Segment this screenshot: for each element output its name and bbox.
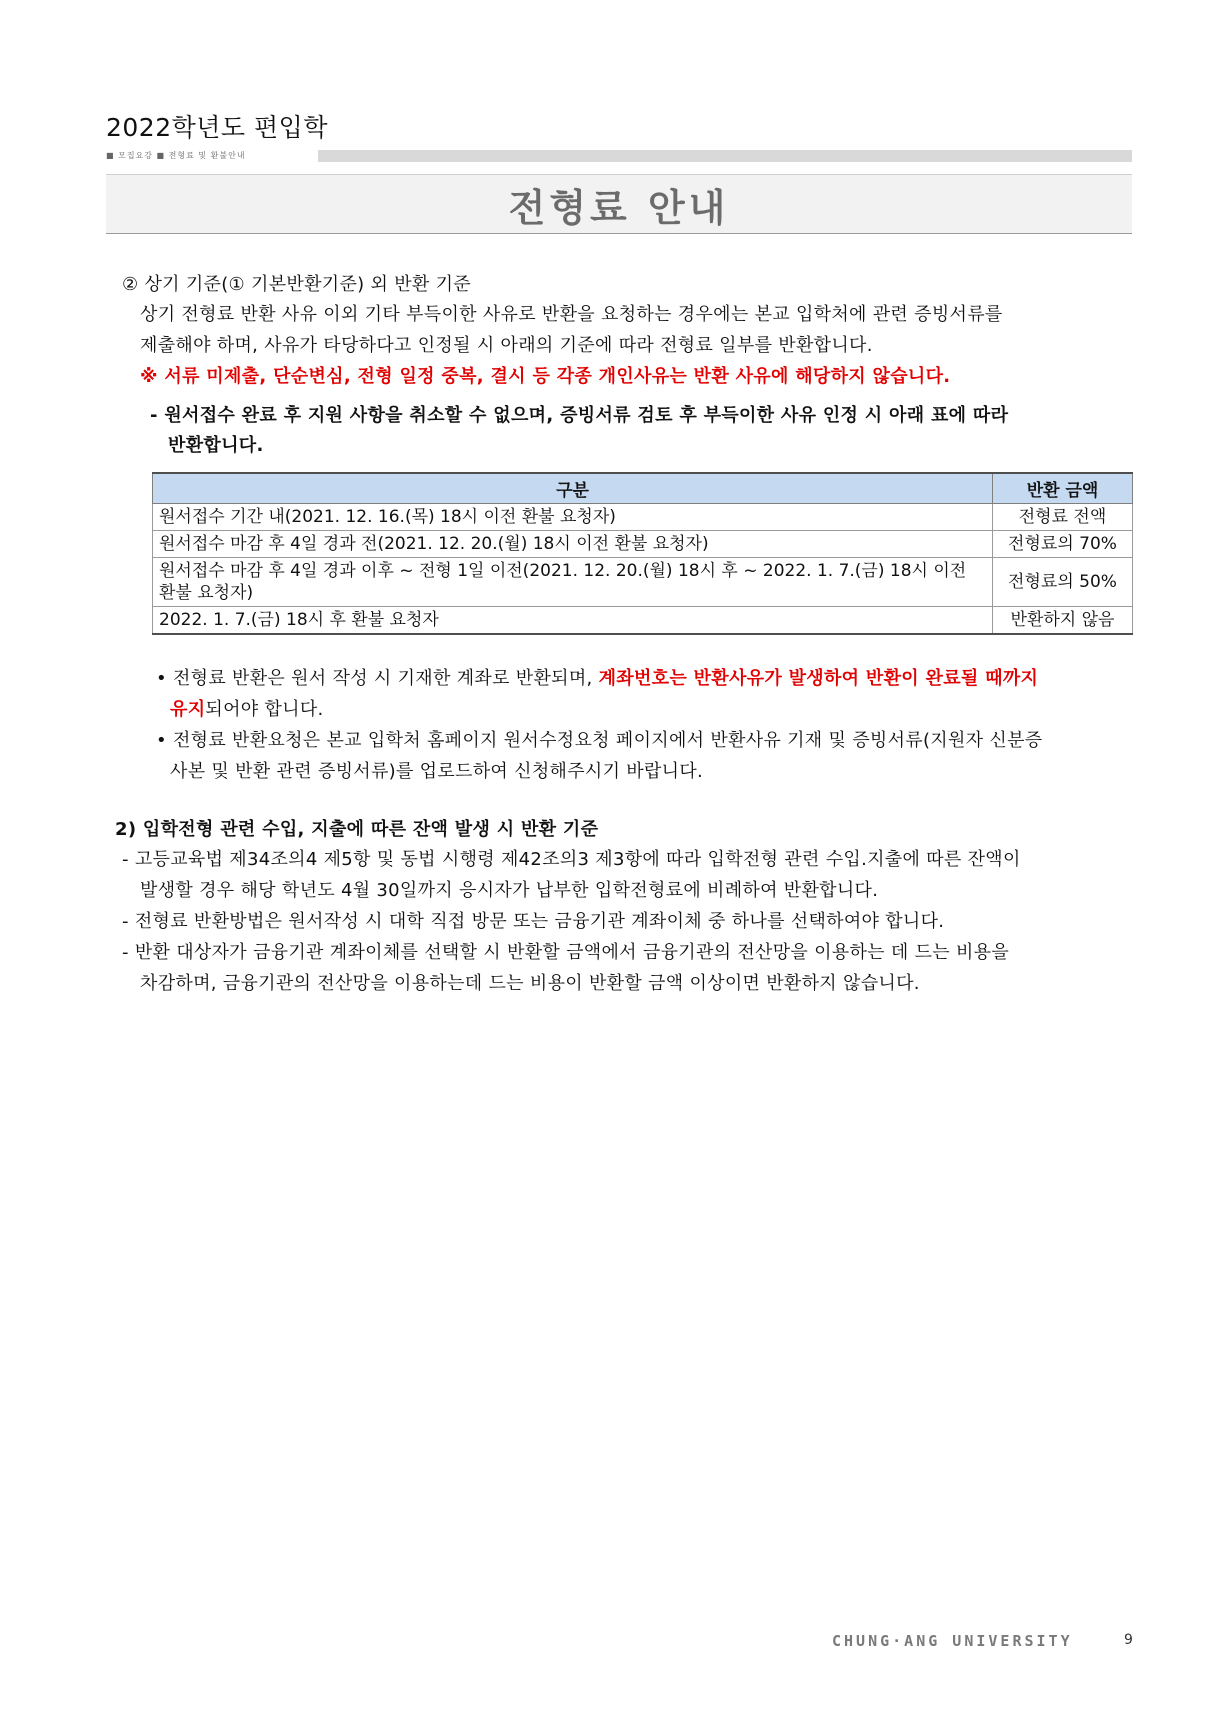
table-cell-category: 원서접수 마감 후 4일 경과 이후 ~ 전형 1일 이전(2021. 12. 20.(월) 18시 후 ~ 2022. 1. 7.(금) 18시 이전 환불 요청자) bbox=[153, 557, 993, 606]
section2-heading: 2) 입학전형 관련 수입, 지출에 따른 잔액 발생 시 반환 기준 bbox=[115, 819, 599, 840]
table-row bbox=[153, 557, 1133, 606]
bullet1-highlight: 계좌번호는 반환사유가 발생하여 반환이 완료될 때까지 bbox=[598, 668, 1039, 689]
para1-line1: 상기 전형료 반환 사유 이외 기타 부득이한 사유로 반환을 요청하는 경우에는 본교 입학처에 관련 증빙서류를 bbox=[140, 304, 1003, 325]
table-cell-amount: 전형료의 70% bbox=[993, 530, 1133, 557]
section2-dash3-line1: - 반환 대상자가 금융기관 계좌이체를 선택할 시 반환할 금액에서 금융기관의 전산망을 이용하는 데 드는 비용을 bbox=[122, 942, 1010, 963]
table-header-amount: 반환 금액 bbox=[993, 473, 1133, 503]
table-header-category: 구분 bbox=[153, 473, 993, 503]
section2-dash3-line2: 차감하며, 금융기관의 전산망을 이용하는데 드는 비용이 반환할 금액 이상이면 반환하지 않습니다. bbox=[140, 973, 920, 994]
item2-heading: ② 상기 기준(① 기본반환기준) 외 반환 기준 bbox=[122, 274, 471, 295]
footer-brand: CHUNG·ANG UNIVERSITY bbox=[832, 1632, 1073, 1650]
section2-dash1-line1: - 고등교육법 제34조의4 제5항 및 동법 시행령 제42조의3 제3항에 따라 입학전형 관련 수입.지출에 따른 잔액이 bbox=[122, 849, 1021, 870]
table-cell-category: 원서접수 마감 후 4일 경과 전(2021. 12. 20.(월) 18시 이전 환불 요청자) bbox=[153, 530, 993, 557]
table-cell-amount: 반환하지 않음 bbox=[993, 606, 1133, 634]
table-row bbox=[153, 606, 1133, 634]
section-title-box bbox=[106, 174, 1132, 234]
header-bar bbox=[318, 150, 1132, 162]
dash1-line1: - 원서접수 완료 후 지원 사항을 취소할 수 없으며, 증빙서류 검토 후 부득이한 사유 인정 시 아래 표에 따라 bbox=[150, 405, 1009, 426]
dash1-line2: 반환합니다. bbox=[168, 435, 264, 456]
bullet2-line2: 사본 및 반환 관련 증빙서류)를 업로드하여 신청해주시기 바랍니다. bbox=[170, 761, 704, 782]
notice-text: ※ 서류 미제출, 단순변심, 전형 일정 중복, 결시 등 각종 개인사유는 반환 사유에 해당하지 않습니다. bbox=[140, 366, 951, 387]
bullet1-text: • 전형료 반환은 원서 작성 시 기재한 계좌로 반환되며, bbox=[156, 668, 599, 689]
section2-dash2: - 전형료 반환방법은 원서작성 시 대학 직접 방문 또는 금융기관 계좌이체 중 하나를 선택하여야 합니다. bbox=[122, 911, 945, 932]
table-row bbox=[153, 503, 1133, 530]
bullet1-highlight-cont: 유지 bbox=[170, 699, 206, 720]
table-cell-amount: 전형료 전액 bbox=[993, 503, 1133, 530]
table-cell-category: 원서접수 기간 내(2021. 12. 16.(목) 18시 이전 환불 요청자) bbox=[153, 503, 993, 530]
table-row bbox=[153, 530, 1133, 557]
table-cell-amount: 전형료의 50% bbox=[993, 557, 1133, 606]
section-title: 전형료 안내 bbox=[508, 185, 730, 230]
table-cell-category: 2022. 1. 7.(금) 18시 후 환불 요청자 bbox=[153, 606, 993, 634]
header-title: 2022학년도 편입학 bbox=[106, 113, 328, 142]
bullet2-line1: • 전형료 반환요청은 본교 입학처 홈페이지 원서수정요청 페이지에서 반환사유 기재 및 증빙서류(지원자 신분증 bbox=[156, 730, 1043, 751]
refund-table bbox=[152, 472, 1133, 635]
page-number: 9 bbox=[1124, 1632, 1133, 1648]
para1-line2: 제출해야 하며, 사유가 타당하다고 인정될 시 아래의 기준에 따라 전형료 일부를 반환합니다. bbox=[140, 335, 873, 356]
header-subtitle: ■ 모집요강 ■ 전형료 및 환불안내 bbox=[106, 151, 246, 160]
bullet1-line2 bbox=[170, 698, 324, 722]
table-header-row bbox=[153, 473, 1133, 503]
bullet1-text-end: 되어야 합니다. bbox=[205, 699, 324, 720]
bullet1-line1 bbox=[156, 667, 1038, 691]
section2-dash1-line2: 발생할 경우 해당 학년도 4월 30일까지 응시자가 납부한 입학전형료에 비례하여 반환합니다. bbox=[140, 880, 879, 901]
